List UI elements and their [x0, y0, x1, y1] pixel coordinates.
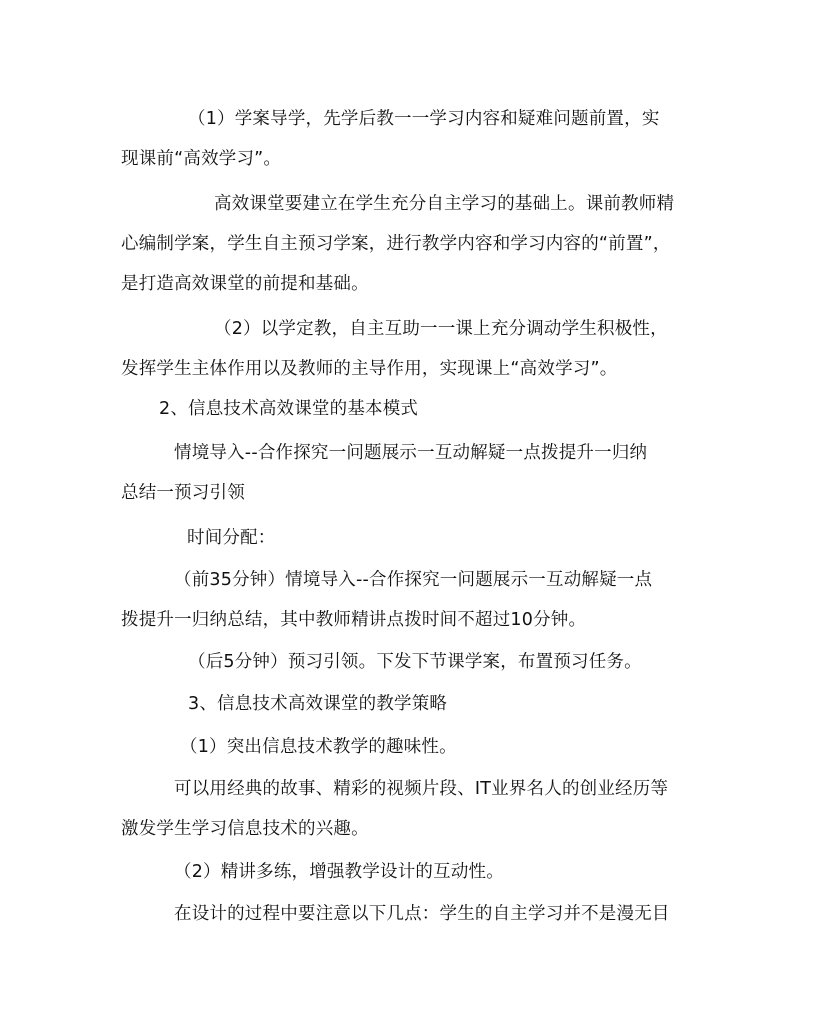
- text-line-10: 总结一预习引领: [121, 483, 245, 503]
- text-line-3: 高效课堂要建立在学生充分自主学习的基础上。课前教师精: [214, 194, 675, 214]
- text-line-18: 激发学生学习信息技术的兴趣。: [121, 819, 369, 839]
- text-line-9: 情境导入--合作探究一问题展示一互动解疑一点拨提升一归纳: [174, 443, 648, 463]
- text-line-17: 可以用经典的故事、精彩的视频片段、IT业界名人的创业经历等: [174, 779, 669, 799]
- text-line-20: 在设计的过程中要注意以下几点：学生的自主学习并不是漫无目: [174, 904, 670, 924]
- section-heading-3: 3、信息技术高效课堂的教学策略: [188, 694, 448, 714]
- text-line-19: （2）精讲多练，增强教学设计的互动性。: [174, 862, 504, 882]
- text-line-2: 现课前“高效学习”。: [121, 149, 282, 169]
- text-line-13: 拨提升一归纳总结，其中教师精讲点拨时间不超过10分钟。: [121, 610, 587, 630]
- text-line-1: （1）学案导学，先学后教一一学习内容和疑难问题前置，实: [188, 109, 660, 129]
- text-line-7: 发挥学生主体作用以及教师的主导作用，实现课上“高效学习”。: [121, 359, 618, 379]
- text-line-12: （前35分钟）情境导入--合作探究一问题展示一互动解疑一点: [174, 570, 653, 590]
- text-line-11: 时间分配：: [187, 528, 276, 548]
- text-line-5: 是打造高效课堂的前提和基础。: [121, 274, 369, 294]
- section-heading-2: 2、信息技术高效课堂的基本模式: [159, 399, 419, 419]
- text-line-4: 心编制学案，学生自主预习学案，进行教学内容和学习内容的“前置”，: [121, 234, 671, 254]
- text-line-14: （后5分钟）预习引领。下发下节课学案，布置预习任务。: [188, 652, 642, 672]
- text-line-6: （2）以学定教，自主互助一一课上充分调动学生积极性，: [214, 319, 668, 339]
- text-line-16: （1）突出信息技术教学的趣味性。: [180, 737, 457, 757]
